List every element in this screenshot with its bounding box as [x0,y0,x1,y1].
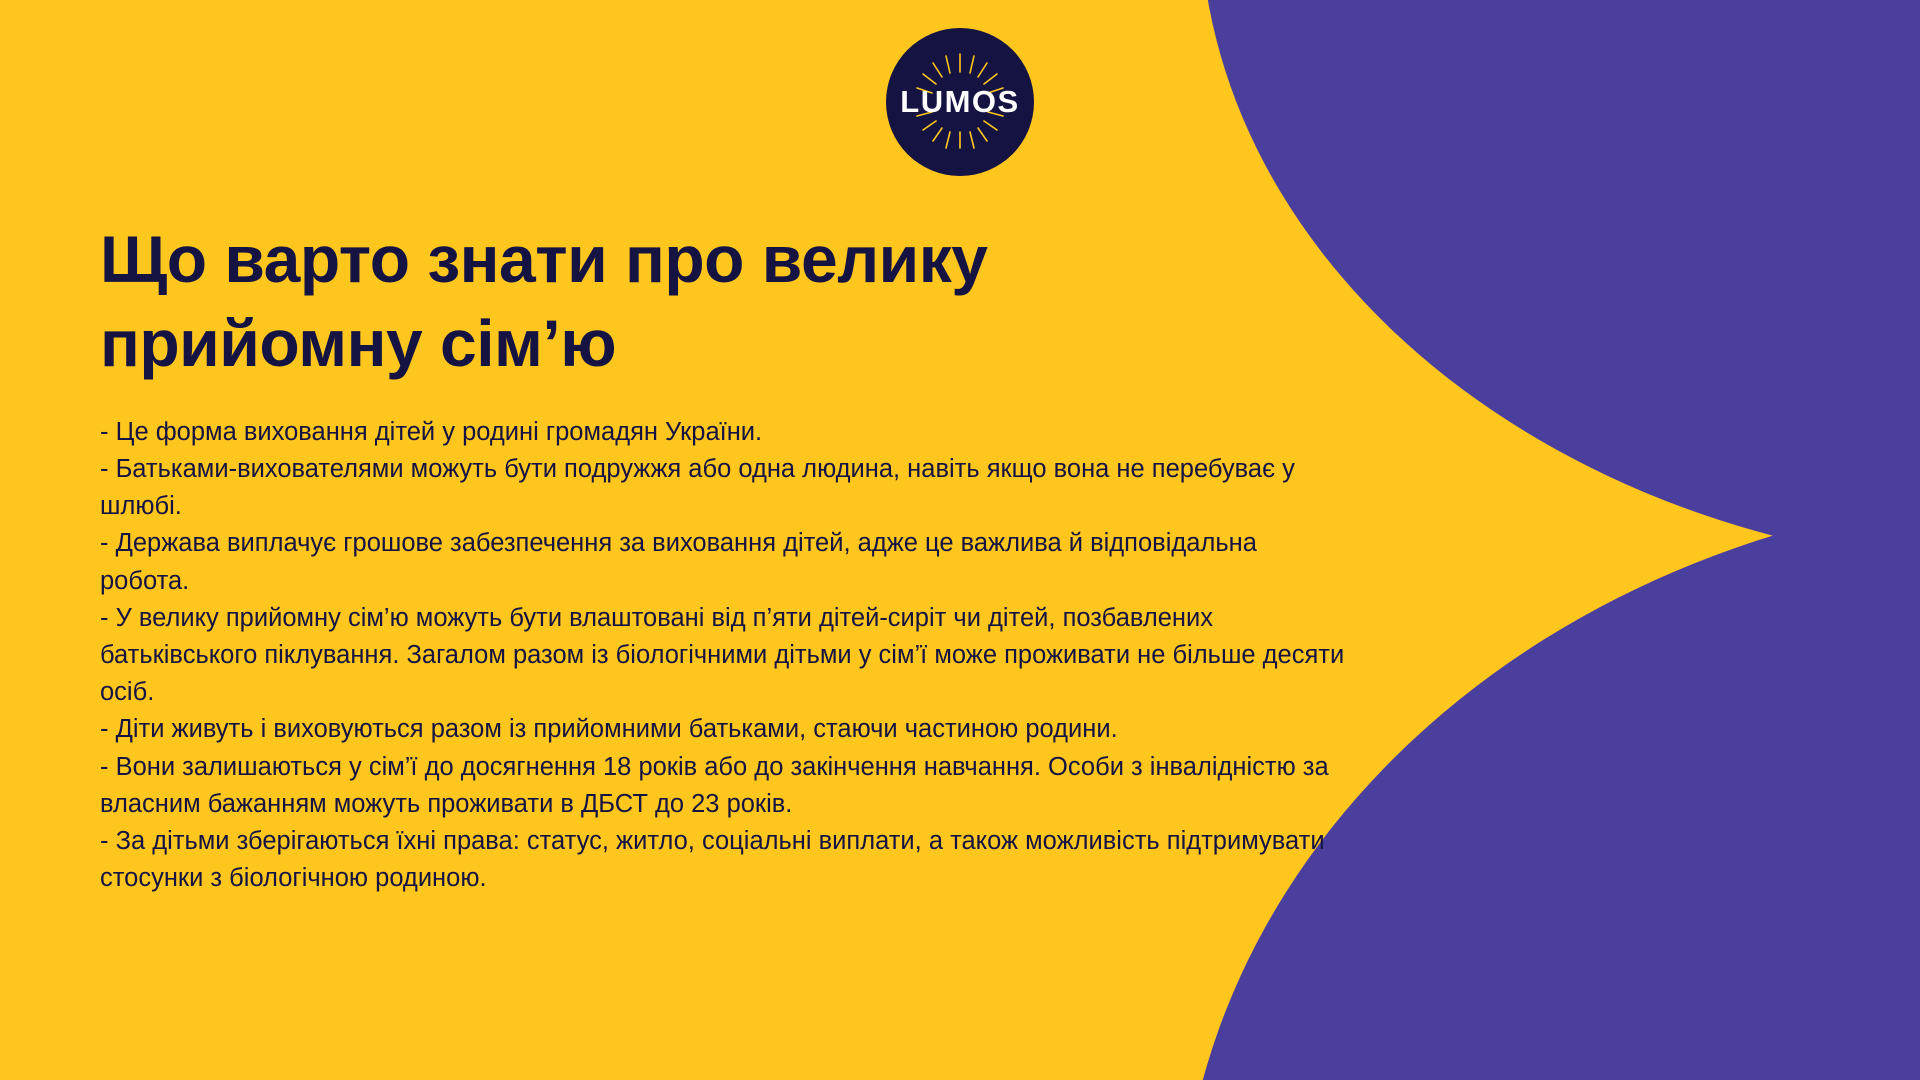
slide-content [100,218,1380,897]
body-paragraph: - За дітьми зберігаються їхні права: статус, житло, соціальні виплати, а також можливість підтримувати стосунки з біологічною родиною. [100,827,1325,893]
body-paragraph: - Це форма виховання дітей у родині громадян України. [100,417,763,446]
page-title: Що варто знати про велику прийомну сім’ю [100,222,988,380]
body-paragraph: - Держава виплачує грошове забезпечення за виховання дітей, адже це важлива й відповідальна робота. [100,529,1257,595]
body-paragraph: - Вони залишаються у сім’ї до досягнення 18 років або до закінчення навчання. Особи з інвалідністю за власним бажанням можуть проживати в ДБСТ до 23 років. [100,752,1329,818]
lumos-logo [886,28,1034,176]
body-text [100,414,1350,898]
logo-wordmark: LUMOS [900,84,1020,119]
body-paragraph: - Діти живуть і виховуються разом із прийомними батьками, стаючи частиною родини. [100,715,1118,744]
body-paragraph: - Батьками-вихователями можуть бути подружжя або одна людина, навіть якщо вона не перебуває у шлюбі. [100,454,1295,521]
body-paragraph: - У велику прийомну сім’ю можуть бути влаштовані від п’яти дітей-сиріт чи дітей, позбавлених батьківського піклування. Загалом разом із біологічними дітьми у сім’ї може проживати не більше десяти осіб. [100,603,1345,707]
